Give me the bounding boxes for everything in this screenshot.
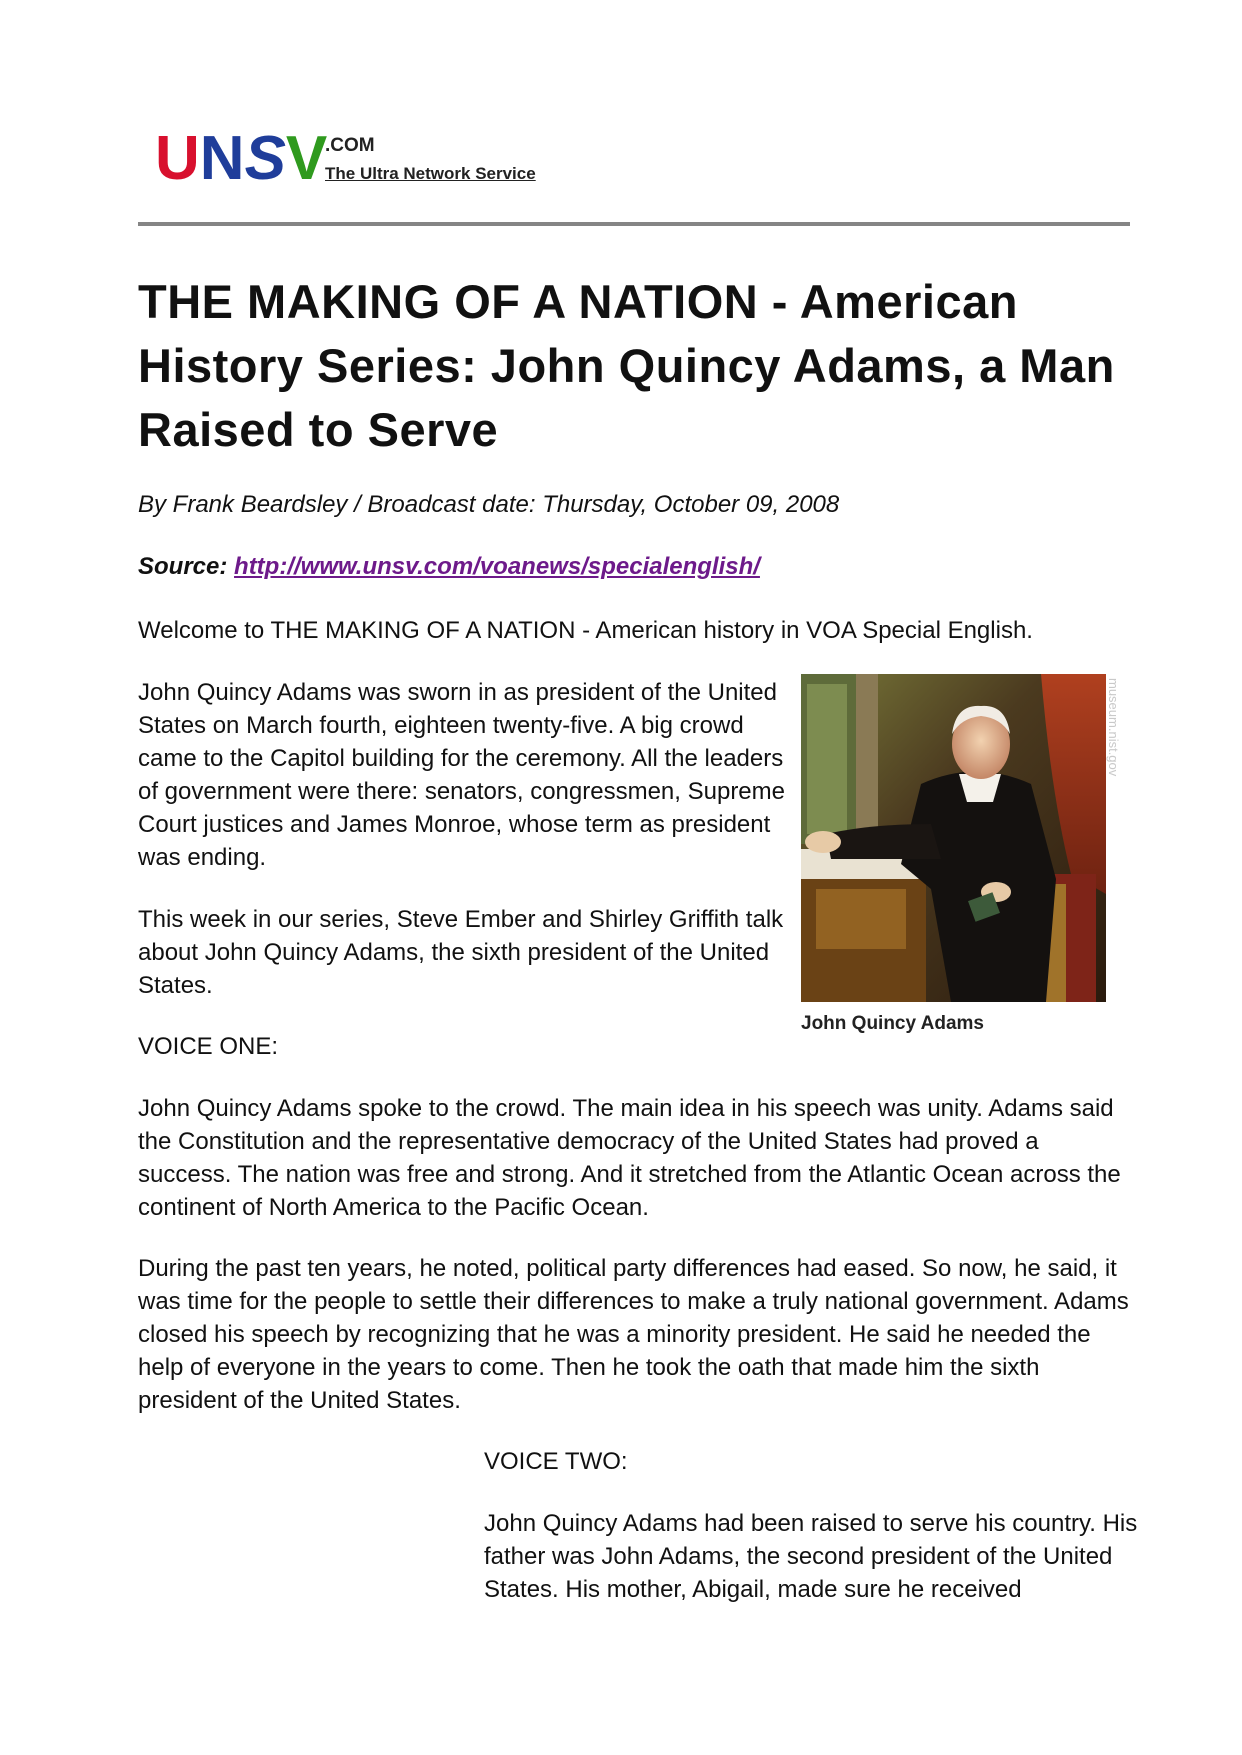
watermark-text: [1103, 676, 1123, 806]
welcome-paragraph: Welcome to THE MAKING OF A NATION - American history in VOA Special English.: [138, 617, 1033, 644]
logo-letter-n: N: [199, 124, 245, 193]
source-link[interactable]: http://www.unsv.com/voanews/specialenglish/: [234, 553, 760, 580]
logo-letter-u: U: [155, 124, 200, 193]
article-byline: By Frank Beardsley / Broadcast date: Thursday, October 09, 2008: [138, 491, 840, 518]
paragraph-upbringing: John Quincy Adams had been raised to serve his country. His father was John Adams, the second president of the United States. His mother, Abigail, made sure he received: [484, 1510, 1138, 1603]
svg-text:museum.nist.gov: museum.nist.gov: [1106, 678, 1121, 777]
paragraph-speech: John Quincy Adams spoke to the crowd. The main idea in his speech was unity. Adams said the Constitution and the representative democracy of the United States had proved a success. The nation was free and strong. And it stretched from the Atlantic Ocean across the continent of North America to the Pacific Ocean.: [138, 1095, 1121, 1221]
voice-one-label: VOICE ONE:: [138, 1033, 279, 1060]
portrait-caption: John Quincy Adams: [801, 1013, 984, 1034]
source-label: Source:: [138, 553, 228, 580]
unsv-logo[interactable]: [155, 124, 575, 198]
logo-tagline: The Ultra Network Service: [325, 164, 536, 183]
portrait-image: [801, 674, 1126, 1002]
header-divider: [138, 222, 1130, 226]
voice-two-label: VOICE TWO:: [484, 1448, 628, 1475]
paragraph-oath: During the past ten years, he noted, political party differences had eased. So now, he said, it was time for the people to settle their differences to make a truly national government. Adams closed his speech by recognizing that he was a minority president. He said he needed the help of everyone in the years to come. Then he took the oath that made him the sixth president of the United States.: [138, 1255, 1129, 1414]
article-source: [138, 552, 760, 582]
logo-wordmark: [155, 124, 328, 193]
logo-dotcom: .COM: [325, 135, 375, 156]
logo-letter-v: V: [285, 124, 328, 193]
paragraph-inauguration: John Quincy Adams was sworn in as president of the United States on March fourth, eighteen twenty-five. A big crowd came to the Capitol building for the ceremony. All the leaders of government were there: senators, congressmen, Supreme Court justices and James Monroe, whose term as president was ending.: [138, 679, 785, 871]
article-title: THE MAKING OF A NATION - American History Series: John Quincy Adams, a Man Raised to Serve: [138, 275, 1115, 456]
paragraph-series-intro: This week in our series, Steve Ember and Shirley Griffith talk about John Quincy Adams, the sixth president of the United States.: [138, 906, 784, 999]
logo-letter-s: S: [244, 124, 286, 193]
